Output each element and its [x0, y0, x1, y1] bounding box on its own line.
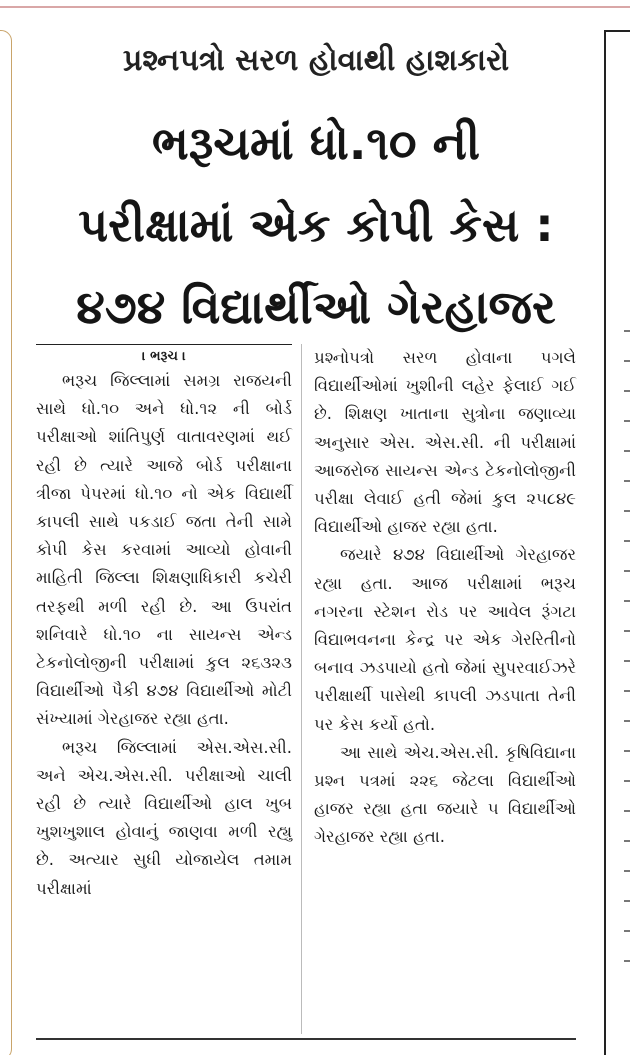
dateline: । ભરૂચ । — [142, 349, 186, 364]
article-column-right — [314, 344, 576, 852]
article-column-left — [36, 344, 292, 903]
article-headline — [36, 102, 596, 348]
top-rule — [0, 6, 630, 8]
headline-line: પરીક્ષામાં એક કોપી કેસ : — [78, 198, 554, 252]
right-margin-marks — [624, 330, 630, 1030]
column-divider — [301, 344, 302, 1034]
headline-line: ભરૂચમાં ધો.૧૦ ની — [151, 116, 481, 170]
dateline-rule — [36, 344, 292, 345]
left-column-border — [0, 30, 12, 1055]
body-paragraph: ભરૂચ જિલ્લામાં સમગ્ર રાજયની સાથે ધો.૧૦ અને ધો.૧૨ ની બોર્ડ પરીક્ષાઓ શાંતિપુર્ણ વાતાવરણમાં થઈ રહી છે ત્યારે આજે બોર્ડ પરીક્ષાના ત્રીજા પેપરમાં ધો.૧૦ નો એક વિદ્યાર્થી કાપલી સાથે પકડાઈ જતા તેની સામે કોપી કેસ કરવામાં આવ્યો હોવાની માહિતી જિલ્લા શિક્ષણાધિકારી કચેરી તરફથી મળી રહી છે. આ ઉપરાંત શનિવારે ધો.૧૦ ના સાયન્સ એન્ડ ટેકનોલોજીની પરીક્ષામાં કુલ ૨૬૩૨૩ વિદ્યાર્થીઓ પૈકી ૪૭૪ વિદ્યાર્થીઓ મોટી સંખ્યામાં ગેરહાજર રહ્યા હતા. — [36, 371, 292, 729]
body-paragraph: જયારે ૪૭૪ વિદ્યાર્થીઓ ગેરહાજર રહ્યા હતા. આજ પરીક્ષામાં ભરૂચ નગરના સ્ટેશન રોડ પર આવેલ રૂંગટા વિદ્યાભવનના કેન્દ્ર પર એક ગેરરિતીનો બનાવ ઝડપાયો હતો જેમાં સુપરવાઈઝરે પરીક્ષાર્થી પાસેથી કાપલી ઝડપાતા તેની પર કેસ કર્યો હતો. — [314, 545, 576, 734]
bottom-rule — [36, 1038, 576, 1040]
body-paragraph: આ સાથે એચ.એસ.સી. કૃષિવિદ્યાના પ્રશ્ન પત્રમાં ૨૨૬ જેટલા વિદ્યાર્થીઓ હાજર રહ્યા હતા જયારે ૫ વિદ્યાર્થીઓ ગેરહાજર રહ્યા હતા. — [314, 742, 576, 847]
body-paragraph: ભરૂચ જિલ્લામાં એસ.એસ.સી. અને એચ.એસ.સી. પરીક્ષાઓ ચાલી રહી છે ત્યારે વિદ્યાર્થીઓ હાલ ખુબ ખુશખુશાલ હોવાનું જાણવા મળી રહ્યુ છે. અત્યાર સુધી યોજાયેલ તમામ પરીક્ષામાં — [36, 737, 292, 898]
headline-line: ૪૭૪ વિદ્યાર્થીઓ ગેરહાજર — [76, 280, 556, 334]
article-kicker: પ્રશ્નપત્રો સરળ હોવાથી હાશકારો — [122, 43, 510, 78]
body-paragraph: પ્રશ્નોપત્રો સરળ હોવાના પગલે વિદ્યાર્થીઓમાં ખુશીની લહેર ફેલાઈ ગઈ છે. શિક્ષણ ખાતાના સુત્રોના જણાવ્યા અનુસાર એસ. એસ.સી. ની પરીક્ષામાં આજરોજ સાયન્સ એન્ડ ટેકનોલોજીની પરીક્ષા લેવાઈ હતી જેમાં કુલ ૨૫૮૪૯ વિદ્યાર્થીઓ હાજર રહ્યા હતા. — [314, 348, 576, 537]
